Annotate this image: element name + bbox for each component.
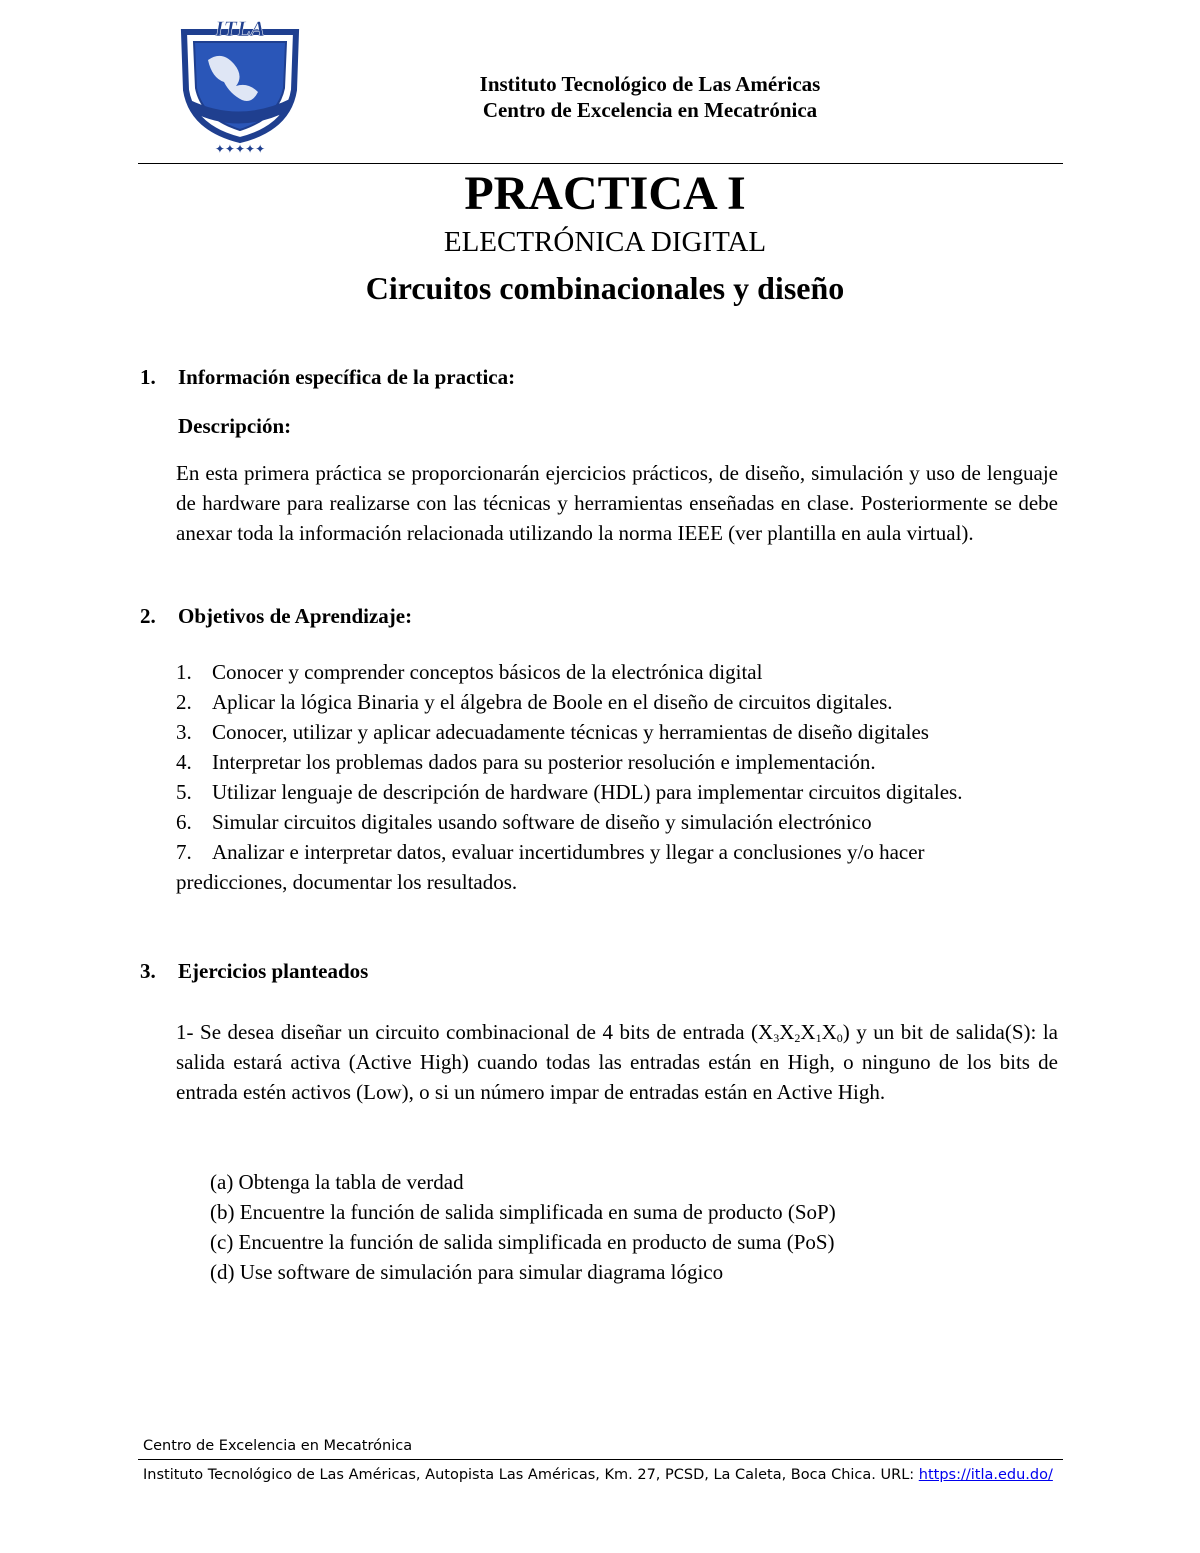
section2-heading: Objetivos de Aprendizaje: [178,604,413,628]
section2-number: 2. [140,604,156,628]
section1-number: 1. [140,365,156,389]
list-item: 1. Conocer y comprender conceptos básicos de la electrónica digital [176,660,763,684]
objectives-list [176,657,1076,897]
description-paragraph: En esta primera práctica se proporcionarán ejercicios prácticos, de diseño, simulación y uso de lenguaje de hardware para realizarse con las técnicas y herramientas enseñadas en clase. Posteriormente se debe anexar toda la información relacionada utilizando la norma IEEE (ver plantilla en aula virtual). [176,461,1058,545]
svg-text:✦✦✦✦✦: ✦✦✦✦✦ [214,142,266,156]
list-item: 6. Simular circuitos digitales usando software de diseño y simulación electrónico [176,810,872,834]
header-divider [138,163,1063,164]
footer-center: Centro de Excelencia en Mecatrónica [143,1438,413,1454]
list-item: 5. Utilizar lenguaje de descripción de hardware (HDL) para implementar circuitos digitales. [176,780,963,804]
page-title: PRACTICA I [464,167,746,220]
footer-address: Instituto Tecnológico de Las Américas, Autopista Las Américas, Km. 27, PCSD, La Caleta, Boca Chica. URL: https://itla.edu.do/ [143,1467,1053,1483]
section3-number: 3. [140,959,156,983]
list-item-continuation: predicciones, documentar los resultados. [176,870,518,894]
list-item: (d) Use software de simulación para simular diagrama lógico [210,1260,724,1284]
exercise-1-paragraph: 1- Se desea diseñar un circuito combinacional de 4 bits de entrada $(X_3X_2X_1X_0)$ y un bit de salida(S): la salida estará activa (Active High) cuando todas las entradas están en High, o ninguno de los bits de entrada estén activos (Low), o si un número impar de entradas están en Active High. [176,1020,1059,1104]
section1-heading: Información específica de la practica: [178,365,516,389]
logo-text: ITLA [214,20,266,41]
footer-divider [138,1459,1063,1460]
list-item: 4. Interpretar los problemas dados para su posterior resolución e implementación. [176,750,876,774]
topic-title: Circuitos combinacionales y diseño [365,270,845,306]
description-label: Descripción: [178,414,292,438]
institute-name: Instituto Tecnológico de Las Américas [479,72,821,96]
subject-title: ELECTRÓNICA DIGITAL [443,226,767,258]
list-item: (c) Encuentre la función de salida simplificada en producto de suma (PoS) [210,1230,835,1254]
itla-url-link[interactable]: https://itla.edu.do/ [918,1467,1053,1483]
itla-shield-icon [178,20,302,160]
exercise-1-subitems [210,1167,1070,1287]
section3-heading: Ejercicios planteados [178,959,369,983]
list-item: 2. Aplicar la lógica Binaria y el álgebra de Boole en el diseño de circuitos digitales. [176,690,893,714]
list-item: (a) Obtenga la tabla de verdad [210,1170,464,1194]
list-item: (b) Encuentre la función de salida simplificada en suma de producto (SoP) [210,1200,836,1224]
center-name: Centro de Excelencia en Mecatrónica [482,98,818,122]
list-item: 7. Analizar e interpretar datos, evaluar incertidumbres y llegar a conclusiones y/o hacer [176,840,925,864]
itla-logo [178,20,302,160]
list-item: 3. Conocer, utilizar y aplicar adecuadamente técnicas y herramientas de diseño digitales [176,720,929,744]
